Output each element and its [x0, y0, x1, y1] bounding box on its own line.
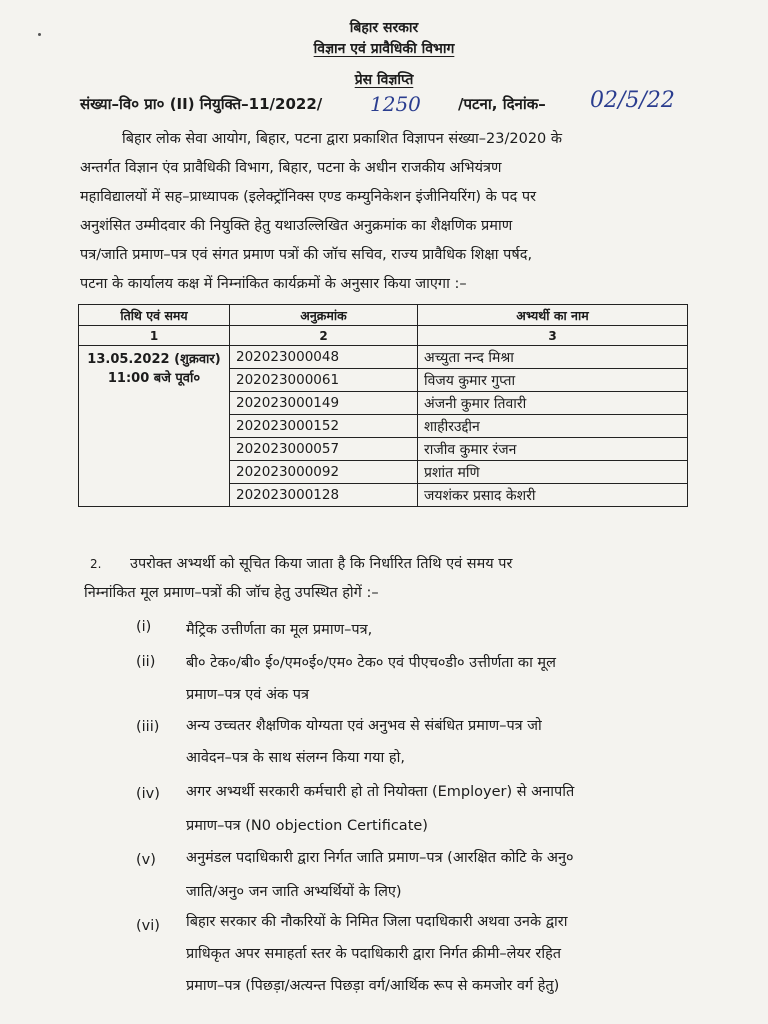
handwritten-letter-number: 1250 [370, 92, 421, 116]
roll-number: 202023000128 [230, 484, 418, 507]
reference-place: /पटना, दिनांक– [458, 95, 546, 113]
item-number: (vi) [136, 918, 160, 934]
item-text: बी० टेक०/बी० ई०/एम०ई०/एम० टेक० एवं पीएच०डी० उत्तीर्णता का मूल [186, 655, 556, 671]
item-text: प्रमाण–पत्र एवं अंक पत्र [186, 687, 310, 703]
candidate-name: अंजनी कुमार तिवारी [418, 392, 688, 415]
roll-number: 202023000048 [230, 346, 418, 369]
section-number: 2. [90, 557, 102, 571]
column-number: 2 [230, 326, 418, 346]
item-text: अन्य उच्चतर शैक्षणिक योग्यता एवं अनुभव से संबंधित प्रमाण–पत्र जो [186, 718, 542, 734]
intro-line: पटना के कार्यालय कक्ष में निम्नांकित कार्यक्रमों के अनुसार किया जाएगा :– [80, 276, 467, 292]
item-number: (i) [136, 619, 152, 635]
item-number: (ii) [136, 654, 156, 670]
notice-type-title: प्रेस विज्ञप्ति [354, 72, 414, 88]
item-text: आवेदन–पत्र के साथ संलग्न किया गया हो, [186, 750, 405, 766]
item-text: बिहार सरकार की नौकरियों के निमित जिला पदाधिकारी अथवा उनके द्वारा [186, 914, 568, 930]
candidate-name: शाहीरउद्दीन [418, 415, 688, 438]
roll-number: 202023000092 [230, 461, 418, 484]
intro-line: पत्र/जाति प्रमाण–पत्र एवं संगत प्रमाण पत्रों की जॉच सचिव, राज्य प्रावैधिक शिक्षा पर्षद, [80, 247, 533, 263]
table-column-number-row [79, 326, 688, 346]
candidate-name: अच्युता नन्द मिश्रा [418, 346, 688, 369]
handwritten-date: 02/5/22 [590, 88, 675, 113]
header-roll-number: अनुक्रमांक [230, 305, 418, 326]
intro-line: अनुशंसित उम्मीदवार की नियुक्ति हेतु यथाउल्लिखित अनुक्रमांक का शैक्षणिक प्रमाण [80, 218, 513, 234]
roll-number: 202023000061 [230, 369, 418, 392]
item-number: (v) [136, 852, 156, 868]
item-text: प्रमाण–पत्र (N0 objection Certificate) [186, 818, 428, 834]
item-number: (iv) [136, 786, 160, 802]
column-number: 3 [418, 326, 688, 346]
schedule-date-cell [79, 346, 230, 507]
item-text: अगर अभ्यर्थी सरकारी कर्मचारी हो तो नियोक्ता (Employer) से अनापति [186, 784, 575, 800]
schedule-time: 11:00 बजे पूर्वा० [107, 371, 201, 386]
roll-number: 202023000152 [230, 415, 418, 438]
section2-line: उपरोक्त अभ्यर्थी को सूचित किया जाता है कि निर्धारित तिथि एवं समय पर [130, 556, 513, 572]
intro-line: बिहार लोक सेवा आयोग, बिहार, पटना द्वारा प्रकाशित विज्ञापन संख्या–23/2020 के [122, 131, 563, 147]
column-number: 1 [79, 326, 230, 346]
candidate-name: राजीव कुमार रंजन [418, 438, 688, 461]
table-header-row [79, 305, 688, 326]
section2-line: निम्नांकित मूल प्रमाण–पत्रों की जॉच हेतु उपस्थित होगें :– [84, 585, 379, 601]
reference-prefix: संख्या–वि० प्रा० (II) नियुक्ति–11/2022/ [80, 95, 323, 113]
roll-number: 202023000057 [230, 438, 418, 461]
item-text: प्राधिकृत अपर समाहर्ता स्तर के पदाधिकारी द्वारा निर्गत क्रीमी–लेयर रहित [186, 946, 562, 962]
item-text: जाति/अनु० जन जाति अभ्यर्थियों के लिए) [186, 884, 402, 900]
intro-line: महाविद्यालयों में सह–प्राध्यापक (इलेक्ट्रॉनिक्स एण्ड कम्युनिकेशन इंजीनियरिंग) के पद पर [80, 189, 537, 205]
department-title: विज्ञान एवं प्रावैधिकी विभाग [313, 41, 455, 57]
item-text: प्रमाण–पत्र (पिछड़ा/अत्यन्त पिछड़ा वर्ग/आर्थिक रूप से कमजोर वर्ग हेतु) [186, 978, 560, 994]
candidate-name: विजय कुमार गुप्ता [418, 369, 688, 392]
schedule-date: 13.05.2022 (शुक्रवार) [87, 352, 221, 367]
reference-line [80, 88, 700, 124]
intro-line: अन्तर्गत विज्ञान एंव प्रावैधिकी विभाग, बिहार, पटना के अधीन राजकीय अभियंत्रण [80, 160, 502, 176]
candidate-name: प्रशांत मणि [418, 461, 688, 484]
header-candidate-name: अभ्यर्थी का नाम [418, 305, 688, 326]
schedule-table [78, 304, 688, 507]
item-text: अनुमंडल पदाधिकारी द्वारा निर्गत जाति प्रमाण–पत्र (आरक्षित कोटि के अनु० [186, 850, 574, 866]
item-text: मैट्रिक उत्तीर्णता का मूल प्रमाण–पत्र, [186, 622, 373, 638]
government-title: बिहार सरकार [349, 20, 419, 36]
candidate-name: जयशंकर प्रसाद केशरी [418, 484, 688, 507]
roll-number: 202023000149 [230, 392, 418, 415]
item-number: (iii) [136, 719, 160, 735]
table-row [79, 346, 688, 369]
header-date-time: तिथि एवं समय [79, 305, 230, 326]
